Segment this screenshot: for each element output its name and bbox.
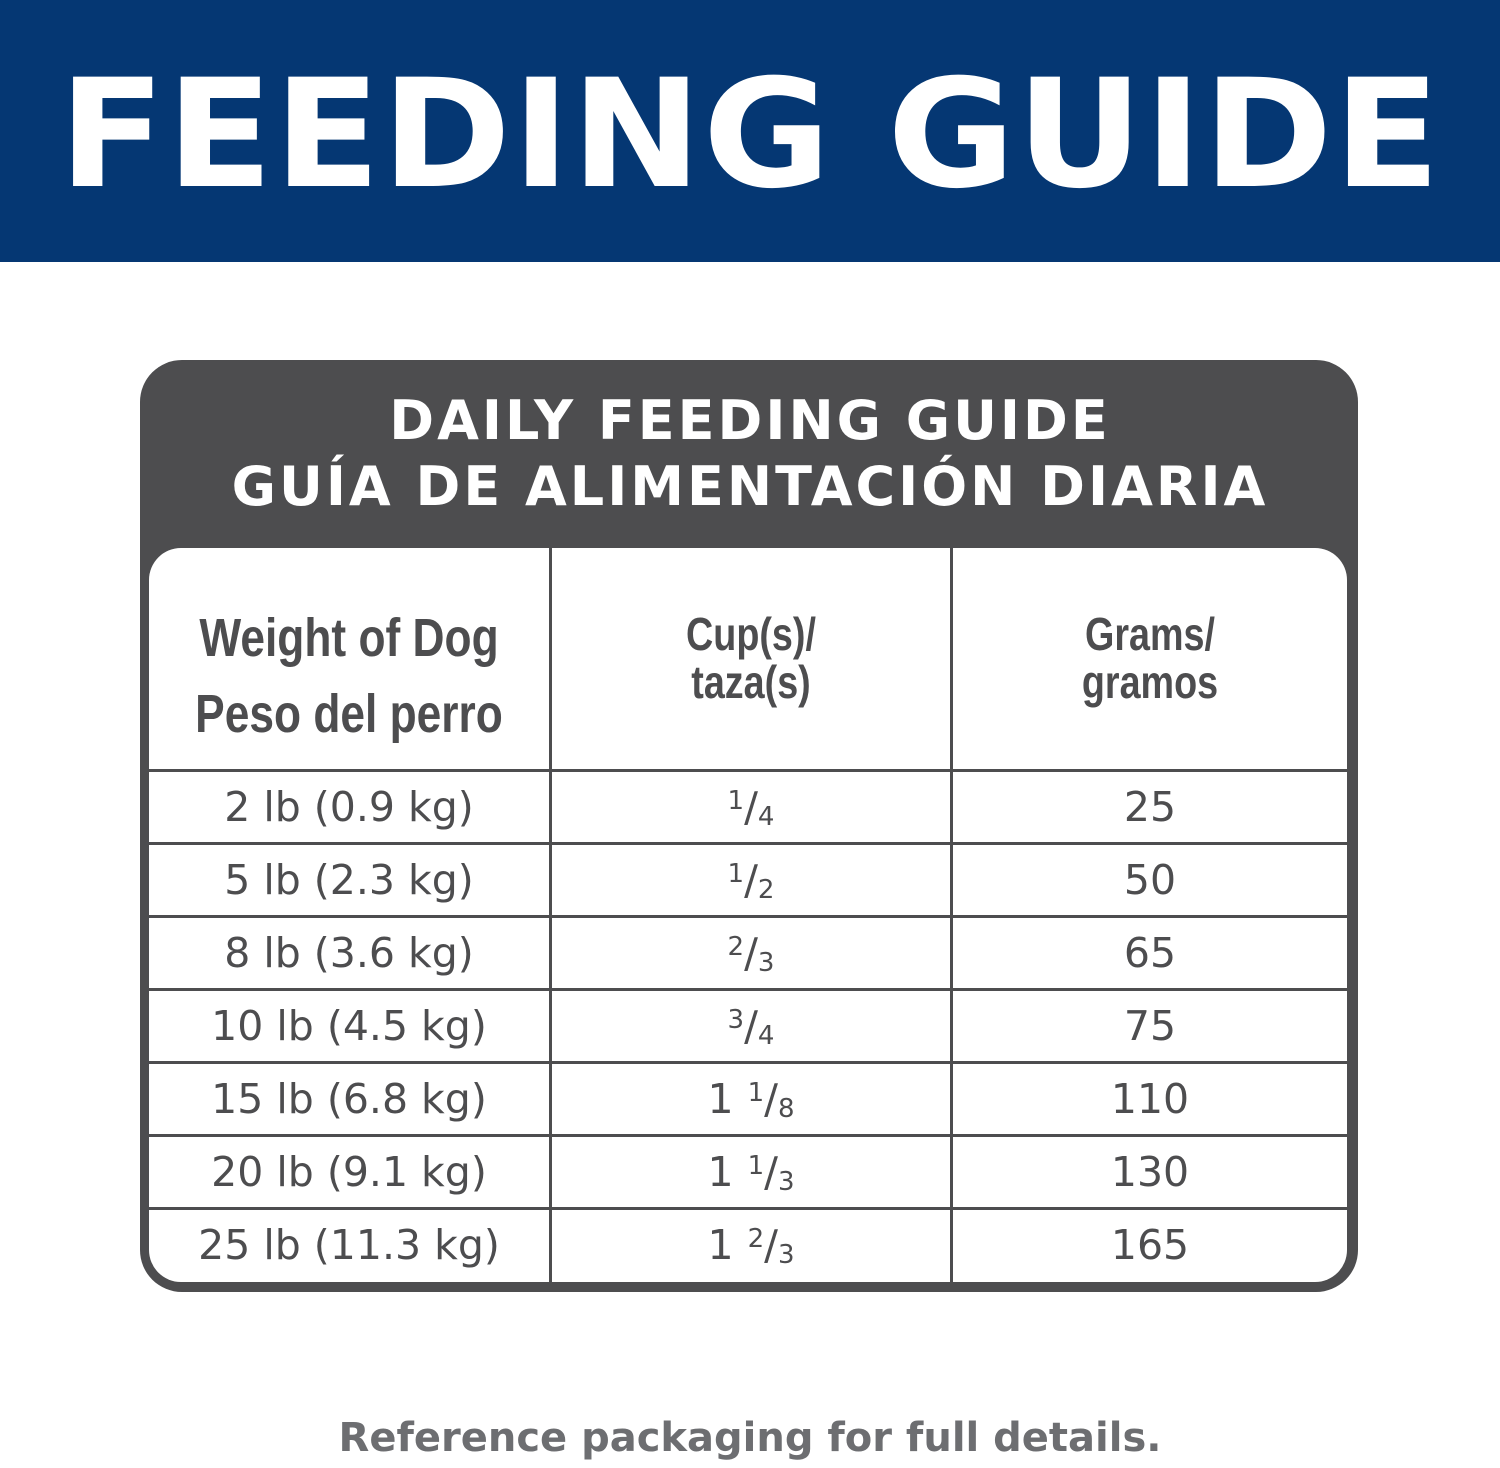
cups-numerator: 1 [747, 1078, 765, 1108]
cups-numerator: 1 [727, 859, 745, 889]
table-header-row [149, 548, 1347, 770]
page-title: FEEDING GUIDE [58, 48, 1442, 222]
header-weight-en: Weight of Dog [199, 608, 499, 668]
cups-denominator: 3 [777, 1167, 795, 1197]
header-cups-es: taza(s) [691, 656, 811, 708]
header-cups-en: Cup(s)/ [686, 608, 816, 660]
grams-cell: 75 [1123, 1002, 1177, 1050]
weight-cell: 15 lb (6.8 kg) [211, 1075, 487, 1123]
cups-fraction [728, 929, 775, 977]
cups-fraction [728, 856, 775, 904]
cups-fraction [707, 1075, 794, 1123]
cups-whole: 1 [707, 1221, 734, 1269]
fraction-slash: / [764, 1221, 778, 1269]
weight-cell: 25 lb (11.3 kg) [198, 1221, 500, 1269]
header-banner [0, 0, 1500, 262]
cups-cell [551, 845, 951, 915]
column-divider [549, 548, 552, 1282]
cups-cell [551, 1137, 951, 1207]
grams-cell: 165 [1110, 1221, 1190, 1269]
footer-note: Reference packaging for full details. [338, 1415, 1162, 1461]
weight-cell: 10 lb (4.5 kg) [211, 1002, 487, 1050]
header-weight-es: Peso del perro [195, 684, 503, 744]
card-title [0, 388, 1500, 520]
cups-denominator: 4 [757, 1021, 775, 1051]
card-title-english: DAILY FEEDING GUIDE [389, 389, 1111, 452]
weight-cell: 20 lb (9.1 kg) [211, 1148, 487, 1196]
cups-whole: 1 [707, 1075, 734, 1123]
cups-numerator: 2 [727, 932, 745, 962]
grams-cell: 25 [1123, 783, 1177, 831]
cups-cell [551, 772, 951, 842]
cups-cell [551, 918, 951, 988]
cups-numerator: 1 [747, 1151, 765, 1181]
grams-cell: 110 [1110, 1075, 1190, 1123]
fraction-slash: / [764, 1148, 778, 1196]
column-divider [950, 548, 953, 1282]
fraction-slash: / [764, 1075, 778, 1123]
header-grams-en: Grams/ [1085, 608, 1215, 660]
cups-cell [551, 991, 951, 1061]
header-grams-es: gramos [1081, 656, 1219, 708]
cups-fraction [728, 1002, 775, 1050]
cups-denominator: 3 [777, 1240, 795, 1270]
cups-fraction [707, 1148, 794, 1196]
cups-cell [551, 1064, 951, 1134]
fraction-slash: / [744, 1002, 758, 1050]
grams-cell: 130 [1110, 1148, 1190, 1196]
cups-cell [551, 1210, 951, 1280]
card-title-spanish: GUÍA DE ALIMENTACIÓN DIARIA [231, 455, 1269, 518]
cups-fraction [707, 1221, 794, 1269]
fraction-slash: / [744, 856, 758, 904]
weight-cell: 8 lb (3.6 kg) [224, 929, 474, 977]
cups-denominator: 3 [757, 948, 775, 978]
weight-cell: 2 lb (0.9 kg) [224, 783, 474, 831]
cups-denominator: 8 [777, 1094, 795, 1124]
cups-whole: 1 [707, 1148, 734, 1196]
grams-cell: 65 [1123, 929, 1177, 977]
cups-numerator: 2 [747, 1224, 765, 1254]
cups-numerator: 3 [727, 1005, 745, 1035]
grams-cell: 50 [1123, 856, 1177, 904]
cups-denominator: 2 [757, 875, 775, 905]
cups-fraction [728, 783, 775, 831]
cups-numerator: 1 [727, 786, 745, 816]
cups-denominator: 4 [757, 802, 775, 832]
weight-cell: 5 lb (2.3 kg) [224, 856, 474, 904]
feeding-table [149, 548, 1347, 1282]
fraction-slash: / [744, 929, 758, 977]
fraction-slash: / [744, 783, 758, 831]
